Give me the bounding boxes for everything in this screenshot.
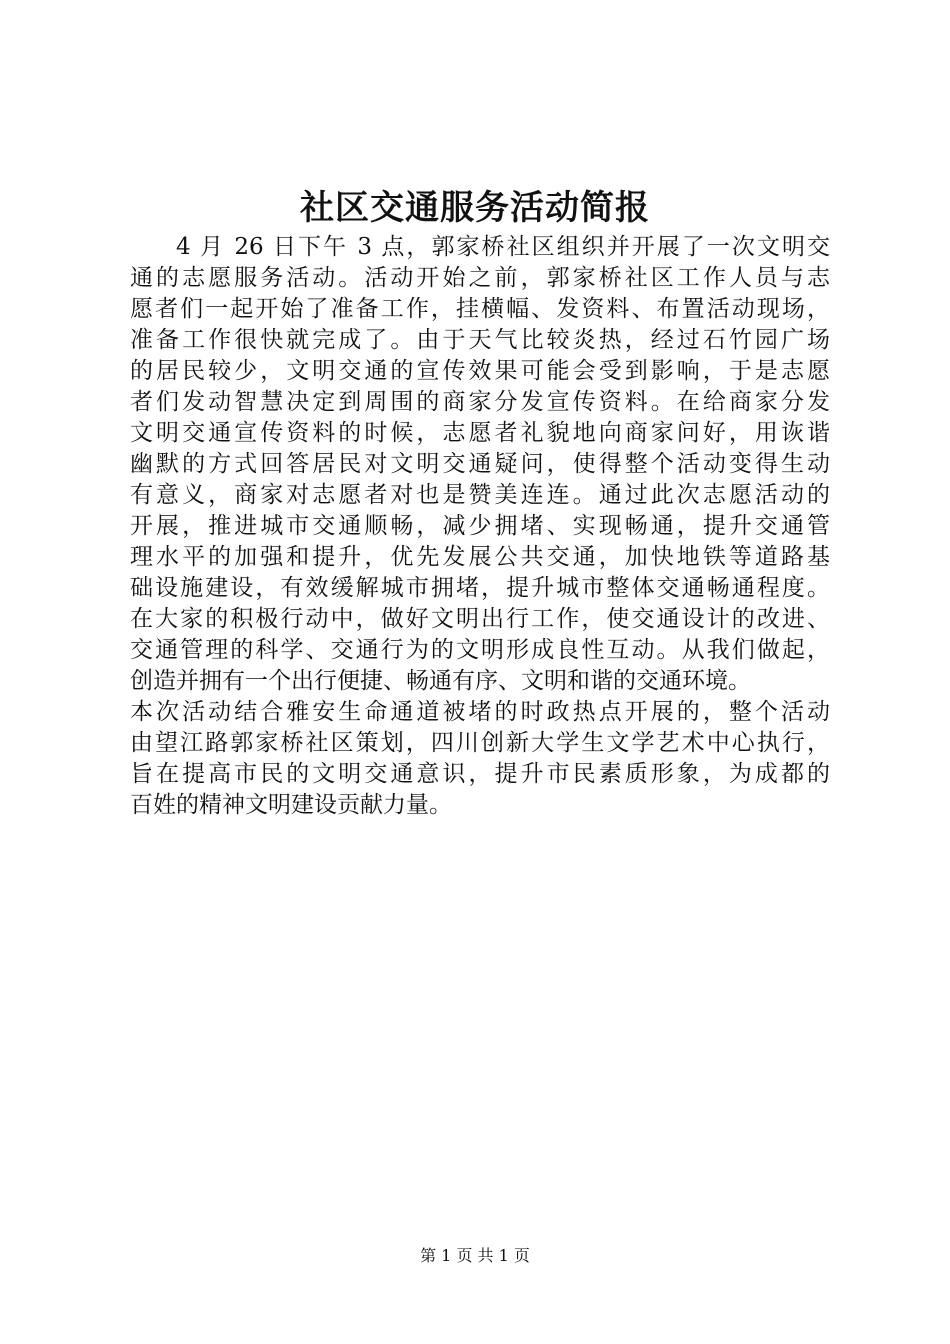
body-line: 4 月 26 日下午 3 点，郭家桥社区组织并开展了一次文明交 — [176, 234, 830, 260]
body-line: 愿者们一起开始了准备工作，挂横幅、发资料、布置活动现场， — [130, 296, 830, 322]
body-line: 交通管理的科学、交通行为的文明形成良性互动。从我们做起， — [130, 637, 830, 663]
page-footer: 第 1 页 共 1 页 — [420, 1246, 530, 1265]
body-line: 通的志愿服务活动。活动开始之前，郭家桥社区工作人员与志 — [130, 265, 830, 291]
body-line: 准备工作很快就完成了。由于天气比较炎热，经过石竹园广场 — [130, 327, 830, 353]
body-line: 有意义，商家对志愿者对也是赞美连连。通过此次志愿活动的 — [130, 482, 830, 508]
body-line: 文明交通宣传资料的时候，志愿者礼貌地向商家问好，用诙谐 — [130, 420, 830, 446]
body-line: 在大家的积极行动中，做好文明出行工作，使交通设计的改进、 — [130, 606, 830, 632]
document-title: 社区交通服务活动简报 — [300, 188, 650, 228]
body-line: 本次活动结合雅安生命通道被堵的时政热点开展的，整个活动 — [130, 699, 830, 725]
body-line: 幽默的方式回答居民对文明交通疑问，使得整个活动变得生动 — [130, 451, 830, 477]
body-line: 由望江路郭家桥社区策划，四川创新大学生文学艺术中心执行， — [130, 730, 830, 756]
body-line: 者们发动智慧决定到周围的商家分发宣传资料。在给商家分发 — [130, 389, 830, 415]
body-line: 础设施建设，有效缓解城市拥堵，提升城市整体交通畅通程度。 — [130, 575, 830, 601]
document-body — [130, 232, 830, 821]
body-line: 开展，推进城市交通顺畅，减少拥堵、实现畅通，提升交通管 — [130, 513, 830, 539]
body-line: 旨在提高市民的文明交通意识，提升市民素质形象，为成都的 — [130, 761, 830, 787]
body-line: 的居民较少，文明交通的宣传效果可能会受到影响，于是志愿 — [130, 358, 830, 384]
body-line: 创造并拥有一个出行便捷、畅通有序、文明和谐的交通环境。 — [130, 668, 751, 694]
body-line: 理水平的加强和提升，优先发展公共交通，加快地铁等道路基 — [130, 544, 830, 570]
body-line: 百姓的精神文明建设贡献力量。 — [130, 792, 452, 818]
